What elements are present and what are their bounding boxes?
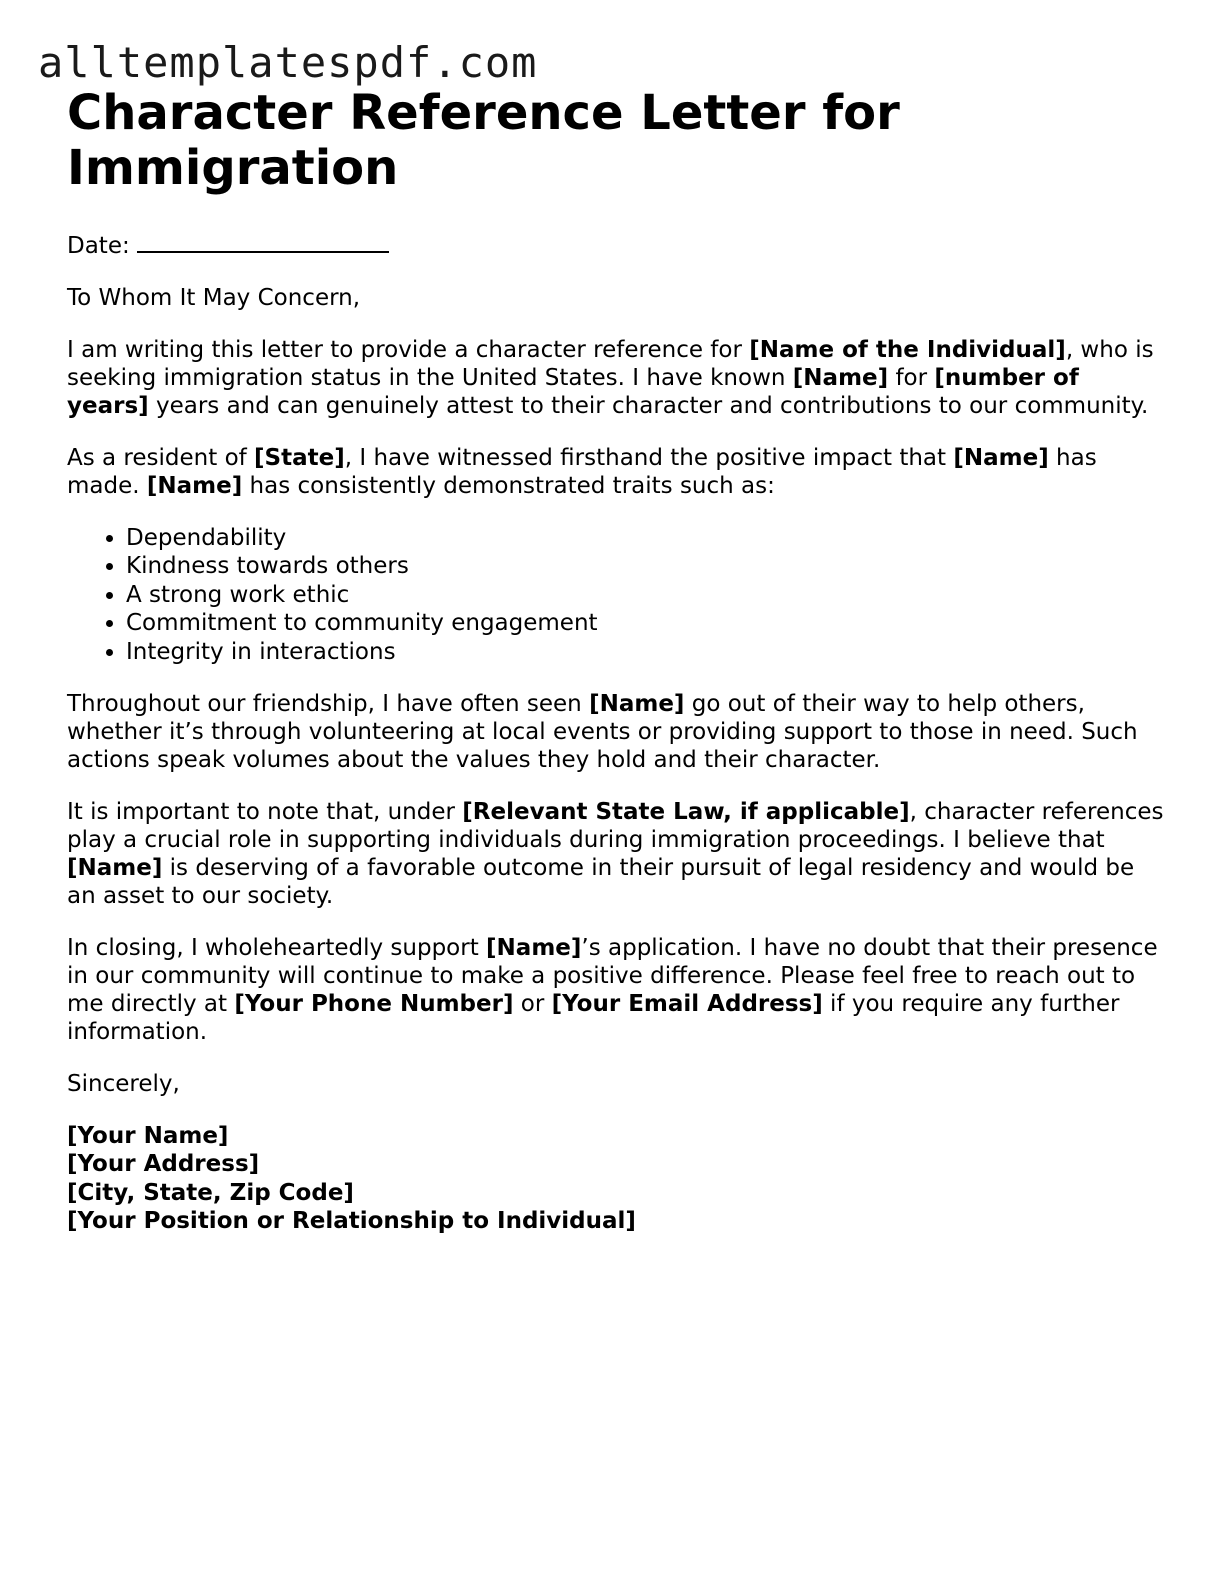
title-line-2: Immigration <box>67 140 399 196</box>
placeholder-name: [Name] <box>953 445 1049 471</box>
signature-block <box>67 1122 1167 1236</box>
letter-body <box>67 86 1167 1236</box>
list-item: • Kindness towards others <box>126 552 1167 580</box>
placeholder-phone-number: [Your Phone Number] <box>234 991 514 1018</box>
placeholder-number-of-years: [number of years] <box>67 365 1079 419</box>
page-title <box>67 86 1167 196</box>
signature-city: [City, State, Zip Code] <box>67 1179 354 1206</box>
closing-sincerely: Sincerely, <box>67 1071 180 1098</box>
date-blank-field[interactable] <box>137 233 389 253</box>
salutation: To Whom It May Concern, <box>67 285 361 311</box>
list-item: • Dependability <box>126 524 1167 552</box>
signature-address: [Your Address] <box>67 1151 260 1178</box>
placeholder-state: [State] <box>254 445 345 471</box>
signature-position: [Your Position or Relationship to Individual] <box>67 1208 636 1235</box>
list-item: • Commitment to community engagement <box>126 609 1167 637</box>
placeholder-individual-name: [Name of the Individual] <box>749 337 1066 363</box>
signature-name: [Your Name] <box>67 1123 229 1150</box>
date-line <box>67 232 1167 260</box>
placeholder-name: [Name] <box>589 691 685 718</box>
paragraph-state-law: It is important to note that, under [Relevant State Law, if applicable], character references play a crucial role in supporting individuals during immigration proceedings. I believe that [Name] is deserving of a favorable outcome in their pursuit of legal residency and would be an asset to our society. <box>67 799 1164 910</box>
placeholder-name: [Name] <box>67 855 163 882</box>
placeholder-state-law: [Relevant State Law, if applicable] <box>462 799 910 826</box>
paragraph-resident: As a resident of [State], I have witnessed firsthand the positive impact that [Name] has made. [Name] has consistently demonstrated traits such as: <box>67 445 1097 499</box>
placeholder-name: [Name] <box>146 473 243 499</box>
list-item: • A strong work ethic <box>126 581 1167 609</box>
paragraph-closing: In closing, I wholeheartedly support [Name]’s application. I have no doubt that their presence in our community will continue to make a positive difference. Please feel free to reach out to me directly at [Your Phone Number] or [Your Email Address] if you require any further information. <box>67 935 1158 1046</box>
list-item: • Integrity in interactions <box>126 638 1167 666</box>
paragraph-friendship: Throughout our friendship, I have often seen [Name] go out of their way to help others, whether it’s through volunteering at local events or providing support to those in need. Such actions speak volumes about the values they hold and their character. <box>67 691 1138 774</box>
watermark: alltemplatespdf.com <box>38 38 538 87</box>
traits-list <box>67 524 1167 666</box>
placeholder-name: [Name] <box>792 365 889 391</box>
title-line-1: Character Reference Letter for <box>67 85 900 141</box>
date-label: Date: <box>67 233 130 259</box>
placeholder-email-address: [Your Email Address] <box>551 991 823 1018</box>
placeholder-name: [Name] <box>486 935 582 962</box>
paragraph-introduction: I am writing this letter to provide a character reference for [Name of the Individual], who is seeking immigration status in the United States. I have known [Name] for [number of years] years and can genuinely attest to their character and contributions to our community. <box>67 337 1154 419</box>
